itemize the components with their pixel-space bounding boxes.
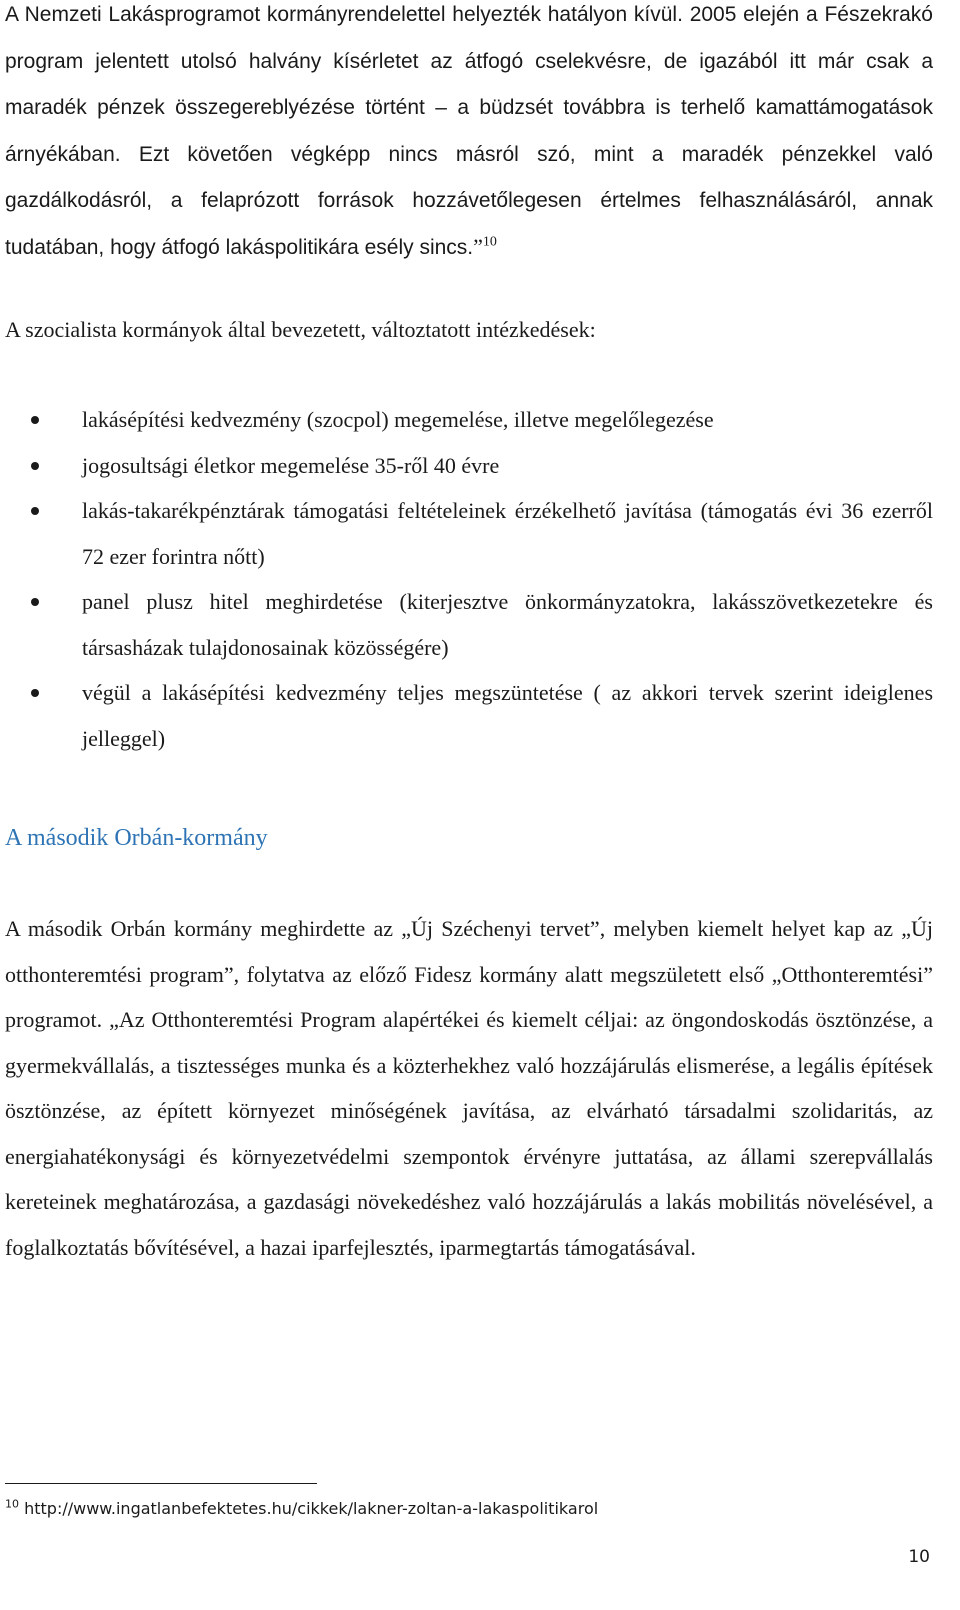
- footnote-reference[interactable]: 10: [482, 234, 497, 250]
- bullet-icon: [31, 689, 39, 697]
- list-item-text: lakásépítési kedvezmény (szocpol) megemelése, illetve megelőlegezése: [82, 407, 714, 432]
- measures-intro: A szocialista kormányok által bevezetett, változtatott intézkedések:: [5, 317, 596, 342]
- bullet-icon: [31, 416, 39, 424]
- list-item: [0, 397, 933, 443]
- footnote-divider: [5, 1483, 317, 1484]
- list-item: [0, 670, 933, 761]
- footnote: [5, 1494, 598, 1524]
- footnote-number: 10: [5, 1497, 19, 1511]
- paragraph-sans-part-2: Ezt követően végképp nincs másról szó, mint a maradék pénzekkel való gazdálkodásról, a felaprózott források hozzávetőlegesen értelmes felhasználásáról, annak tudatában, hogy átfogó lakáspolitikára esély sincs.: [5, 142, 933, 259]
- paragraph-housing-program: [5, 0, 933, 270]
- list-item: [0, 488, 933, 579]
- list-item-text: panel plusz hitel meghirdetése (kiterjesztve önkormányzatokra, lakásszövetkezetekre és társasházak tulajdonosainak közösségére): [82, 589, 933, 660]
- bullet-icon: [31, 507, 39, 515]
- measures-list: [0, 397, 933, 761]
- footnote-link[interactable]: http://www.ingatlanbefektetes.hu/cikkek/lakner-zoltan-a-lakaspolitikarol: [24, 1499, 599, 1518]
- bullet-icon: [31, 462, 39, 470]
- list-item: [0, 443, 933, 489]
- list-item-text: jogosultsági életkor megemelése 35-ről 40 évre: [82, 452, 500, 478]
- closing-quote: ”: [473, 233, 483, 259]
- page-number: 10: [908, 1547, 930, 1567]
- list-item-text: végül a lakásépítési kedvezmény teljes megszüntetése ( az akkori tervek szerint ideiglenes jelleggel): [82, 680, 933, 751]
- list-item: [0, 579, 933, 670]
- paragraph-sans-part: A Nemzeti Lakásprogramot kormányrendelettel helyezték hatályon kívül. 2005 elején a Fészekrakó program jelentett utolsó halvány kísérletet az átfogó cselekvésre, de igazából itt már csak a maradék pénzek összegereblyézése történt – a büdzsét továbbra is terhelő kamattámogatások árnyékában.: [5, 3, 933, 166]
- list-item-text: lakás-takarékpénztárak támogatási feltételeinek érzékelhető javítása (támogatás évi 36 ezerről 72 ezer forintra nőtt): [82, 498, 933, 569]
- section-heading: A második Orbán-kormány: [5, 825, 268, 851]
- paragraph-orban-program: A második Orbán kormány meghirdette az „Új Széchenyi tervet”, melyben kiemelt helyet kap az „Új otthonteremtési program”, folytatva az előző Fidesz kormány alatt megszületett első „Otthonteremtési” programot. „Az Otthonteremtési Program alapértékei és kiemelt céljai: az öngondoskodás ösztönzése, a gyermekvállalás, a tisztességes munka és a közterhekhez való hozzájárulás elismerése, a legális építések ösztönzése, az épített környezet minőségének javítása, az elvárható társadalmi szolidaritás, az energiahatékonysági és környezetvédelmi szempontok érvényre juttatása, az állami szerepvállalás kereteinek meghatározása, a gazdasági növekedéshez való hozzájárulás a lakás mobilitás növelésével, a foglalkoztatás bővítésével, a hazai iparfejlesztés, iparmegtartás támogatásával.: [5, 916, 933, 1260]
- bullet-icon: [31, 598, 39, 606]
